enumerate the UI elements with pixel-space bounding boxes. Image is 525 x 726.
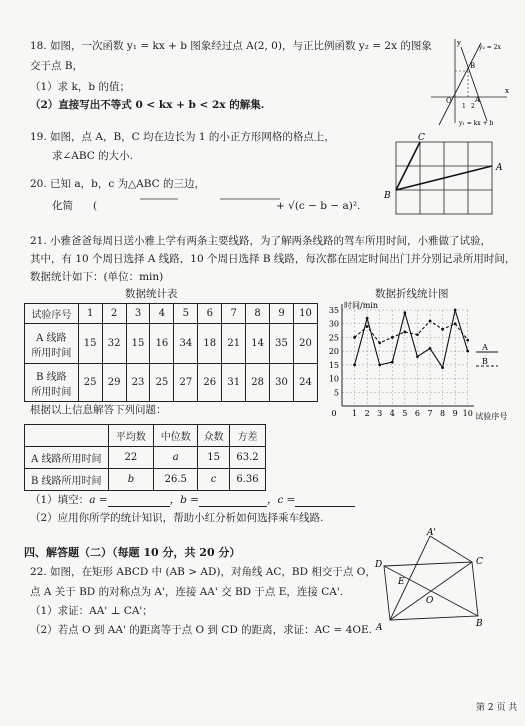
table-cell: 6 [198, 304, 222, 324]
q20-line1: 20. 已知 a，b，c 为△ABC 的三边， [30, 178, 206, 190]
table-cell: 25 [78, 364, 102, 402]
table-cell: A 线路所用时间 [25, 447, 109, 469]
table-cell: 平均数 [108, 425, 154, 447]
x-tick-label: 7 [427, 409, 433, 418]
data-point [378, 363, 381, 366]
q18-fig-y1: y₁ = kx + b [459, 120, 494, 127]
q21-fill-line: （1）填空：a = ，b = ，c = [30, 494, 355, 507]
table-cell: 10 [294, 304, 318, 324]
page-footer: 第 2 页 共 [476, 703, 518, 713]
table-cell: 15 [126, 324, 150, 364]
table-cell: 18 [198, 324, 222, 364]
y-tick-label: 20 [328, 347, 339, 357]
q18-fig-y2: y₂ = 2x [479, 44, 501, 51]
q20-line2-expr: + √(c − b − a)². [276, 200, 361, 212]
x-axis-label: 试验序号 [475, 412, 508, 421]
table-cell: 29 [102, 364, 126, 402]
table-cell: 22 [108, 447, 154, 469]
table-cell: 4 [150, 304, 174, 324]
q21-table-title: 数据统计表 [125, 288, 178, 300]
table-cell: 中位数 [154, 425, 198, 447]
table-header-row [25, 425, 266, 447]
table-cell: 6.36 [230, 469, 266, 491]
q21-data-table [24, 303, 318, 402]
q22-fig-B: B [476, 619, 483, 629]
table-cell: 21 [222, 324, 246, 364]
table-cell: 3 [126, 304, 150, 324]
q19-line1: 19. 如图，点 A，B，C 均在边长为 1 的小正方形网格的格点上， [30, 131, 335, 143]
table-cell: 16 [150, 324, 174, 364]
table-cell: 9 [270, 304, 294, 324]
q22-line1: 22. 如图，在矩形 ABCD 中 (AB > AD)，对角线 AC，BD 相交于点 O， [30, 566, 376, 578]
data-point [429, 347, 432, 350]
y-tick-label: 5 [333, 388, 339, 398]
data-point [441, 366, 444, 369]
q22-fig-A: A [376, 623, 383, 632]
q22-fig-Aprime: A' [427, 528, 436, 538]
q22-fig-D: D [375, 560, 383, 570]
q19-fig-A: A [496, 163, 503, 173]
table-cell [25, 425, 109, 447]
table-row [25, 324, 318, 364]
table-cell: 31 [222, 364, 246, 402]
table-cell: 34 [174, 324, 198, 364]
table-cell: 试验序号 [25, 304, 79, 324]
table-cell: 15 [78, 324, 102, 364]
q22-line4: （2）若点 O 到 AA' 的距离等于点 O 到 CD 的距离，求证：AC = 4OE. [30, 624, 372, 636]
q21-line-chart [322, 296, 518, 432]
table-cell: 24 [294, 364, 318, 402]
q22-fig-E: E [398, 577, 405, 587]
y-tick-label: 35 [328, 306, 339, 315]
q18-line2: 交于点 B， [30, 60, 84, 72]
q18-fig-O: O [446, 97, 452, 105]
q21-line3: 数据统计如下：(单位：min) [30, 271, 164, 283]
q18-fig-y: y [457, 39, 461, 47]
q21-line1: 21. 小雅爸爸每周日送小雅上学有两条主要线路，为了解两条线路的驾车所用时间，小雅做了试验， [30, 235, 492, 247]
table-cell: 1 [78, 304, 102, 324]
table-cell: 7 [222, 304, 246, 324]
q18-line1: 18. 如图，一次函数 y₁ = kx + b 图象经过点 A(2, 0)，与正比例函数 y₂ = 2x 的图象 [30, 40, 432, 52]
q21-prompt: 根据以上信息解答下列问题： [30, 404, 167, 416]
q22-fig-O: O [426, 596, 434, 606]
q21-summary-table [24, 424, 266, 491]
table-cell: 20 [294, 324, 318, 364]
q20-obscured-term [140, 196, 280, 206]
data-point [353, 363, 356, 366]
table-row [25, 469, 266, 491]
q19-fig-C: C [418, 133, 425, 143]
x-tick-label: 8 [440, 409, 446, 418]
q21-line2: 其中，有 10 个周日选择 A 线路，10 个周日选择 B 线路，每次都在固定时间出门并分别记录所用时间， [30, 253, 516, 265]
x-tick-label: 3 [377, 409, 383, 418]
data-point [366, 325, 369, 328]
q20-line2-prefix: 化简 [52, 200, 73, 212]
q19-fig-B: B [384, 191, 391, 201]
data-point [391, 361, 394, 364]
table-cell: 众数 [198, 425, 230, 447]
table-cell: B 线路所用时间 [25, 469, 109, 491]
legend-label-B: B [482, 357, 488, 366]
table-cell: 14 [246, 324, 270, 364]
y-tick-label: 25 [328, 333, 339, 343]
data-point [441, 328, 444, 331]
q18-fig-x: x [505, 87, 509, 95]
x-tick-label: 0 [331, 409, 337, 418]
table-cell: 26.5 [154, 469, 198, 491]
x-tick-label: 9 [452, 409, 458, 418]
x-tick-label: 1 [352, 409, 358, 418]
data-point [403, 331, 406, 334]
x-tick-label: 5 [402, 409, 408, 418]
table-row [25, 447, 266, 469]
y-tick-label: 30 [328, 319, 339, 329]
q18-line4: （2）直接写出不等式 0 < kx + b < 2x 的解集. [30, 99, 265, 111]
y-axis-label: 时间/min [344, 301, 378, 310]
q20-line2-paren: ( [93, 200, 98, 212]
table-cell: 32 [102, 324, 126, 364]
data-point [454, 309, 457, 312]
section-heading: 四、解答题（二）（每题 10 分，共 20 分） [24, 546, 241, 559]
data-point [429, 320, 432, 323]
data-point [403, 311, 406, 314]
table-cell: c [198, 469, 230, 491]
table-header-row [25, 304, 318, 324]
q22-line2: 点 A 关于 BD 的对称点为 A'，连接 AA' 交 BD 于点 E，连接 CA'. [30, 586, 344, 598]
q18-fig-A: A [475, 96, 481, 104]
q21-chart-title: 数据折线统计图 [375, 288, 449, 300]
table-cell: 23 [126, 364, 150, 402]
q18-figure [425, 35, 513, 127]
y-tick-label: 15 [328, 360, 339, 370]
table-cell: 26 [198, 364, 222, 402]
row-a-label: A 线路 所用时间 [25, 324, 79, 364]
q19-grid-figure [380, 130, 515, 220]
data-point [416, 355, 419, 358]
table-cell: 35 [270, 324, 294, 364]
x-tick-label: 4 [389, 409, 395, 418]
x-tick-label: 6 [414, 409, 420, 418]
table-cell: 2 [102, 304, 126, 324]
q21-q2: （2）应用你所学的统计知识，帮助小红分析如何选择乘车线路. [30, 512, 324, 524]
table-cell: 8 [246, 304, 270, 324]
table-cell: b [108, 469, 154, 491]
q19-line2: 求∠ABC 的大小. [52, 150, 134, 162]
table-cell: 25 [150, 364, 174, 402]
row-b-label: B 线路 所用时间 [25, 364, 79, 402]
data-point [366, 317, 369, 320]
table-cell: 28 [246, 364, 270, 402]
table-cell: 63.2 [230, 447, 266, 469]
data-point [454, 322, 457, 325]
q22-line3: （1）求证：AA' ⊥ CA'； [30, 605, 153, 617]
table-cell: 27 [174, 364, 198, 402]
table-row [25, 364, 318, 402]
table-cell: 方差 [230, 425, 266, 447]
q18-fig-B: B [470, 62, 476, 70]
x-tick-label: 2 [364, 409, 370, 418]
q18-fig-1: 1 [462, 103, 466, 110]
legend-label-A: A [482, 343, 488, 352]
table-cell: a [154, 447, 198, 469]
table-cell: 15 [198, 447, 230, 469]
q18-fig-2: 2 [471, 103, 475, 110]
q18-line3: （1）求 k，b 的值； [30, 81, 130, 93]
series-line-A [355, 310, 468, 368]
table-cell: 5 [174, 304, 198, 324]
x-tick-label: 10 [462, 409, 473, 418]
data-point [466, 339, 469, 342]
data-point [391, 336, 394, 339]
table-cell: 30 [270, 364, 294, 402]
data-point [378, 342, 381, 345]
data-point [466, 350, 469, 353]
y-tick-label: 10 [328, 374, 339, 384]
q22-fig-C: C [476, 557, 483, 567]
data-point [353, 336, 356, 339]
data-point [416, 333, 419, 336]
q22-rectangle-figure [372, 528, 518, 632]
